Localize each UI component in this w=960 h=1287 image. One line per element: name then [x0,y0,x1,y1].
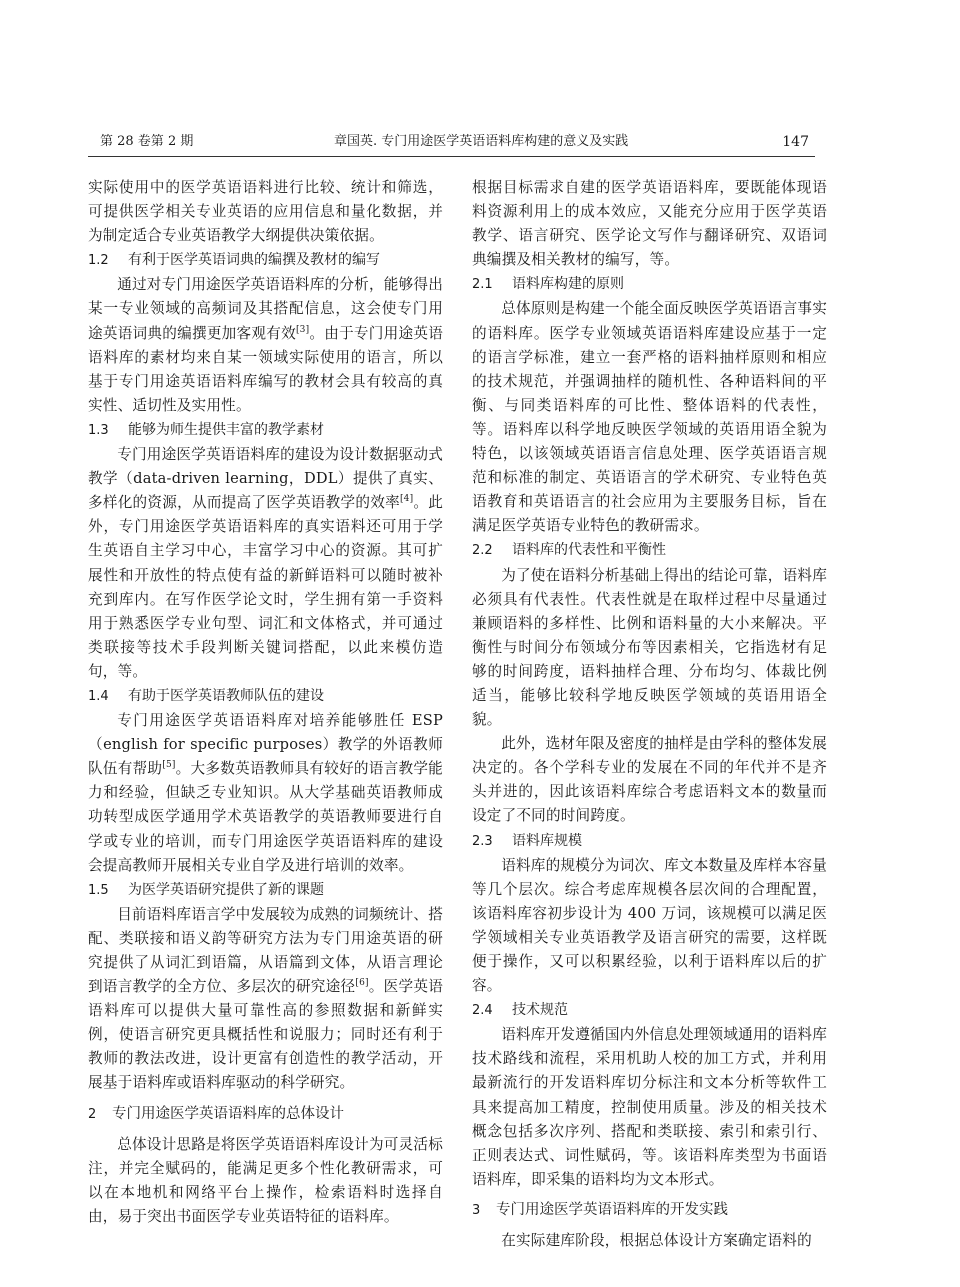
section-heading [88,878,443,903]
paragraph-text: 。大多数英语教师具有较好的语言教学能力和经验，但缺乏专业知识。从大学基础英语教师成功转型成医学通用学术英语教学的英语教师要进行自学或专业的培训，而专门用途医学英语语料库的建设会提高教师开展相关专业自学及进行培训的效率。 [88,760,443,874]
section-heading [88,418,443,443]
paragraph-text: 专门用途医学英语语料库的建设为设计数据驱动式教学（data-driven learning，DDL）提供了真实、多样化的资源，从而提高了医学英语教学的效率 [88,446,443,512]
page-header [88,132,815,157]
left-column [88,176,443,1229]
paragraph [88,709,443,878]
paragraph: 语料库的规模分为词次、库文本数量及库样本容量等几个层次。综合考虑库规模各层次间的合理配置，该语料库容初步设计为 400 万词，该规模可以满足医学领域相关专业英语教学及语言研究的需要，这样既便于操作，又可以积累经验，以利于语料库以后的扩容。 [472,856,827,995]
section-title: 语料库规模 [512,832,582,849]
section-number: 3 [472,1202,481,1218]
paragraph: 实际使用中的医学英语语料进行比较、统计和筛选，可提供医学相关专业英语的应用信息和量化数据，并为制定适合专业英语教学大纲提供决策依据。 [88,179,443,245]
paragraph-text: 。医学英语语料库可以提供大量可靠性高的参照数据和新鲜实例，使语言研究更具概括性和说服力；同时还有利于教师的教法改进，设计更富有创造性的教学活动，开展基于语料库或语料库驱动的科学研究。 [88,978,443,1092]
section-title: 语料库构建的原则 [512,276,624,293]
section-title: 专门用途医学英语语料库的总体设计 [112,1105,344,1122]
paragraph: 根据目标需求自建的医学英语语料库，要既能体现语料资源利用上的成本效应，又能充分应用于医学英语教学、语言研究、医学论文写作与翻译研究、双语词典编撰及相关教材的编写，等。 [472,179,827,269]
section-number: 2.4 [472,1003,493,1019]
section-heading [88,248,443,273]
paragraph-text: 。由于专门用途英语语料库的素材均来自某一领域实际使用的语言，所以基于专门用途英语语料库编写的教材会具有较高的真实性、适切性及实用性。 [88,324,443,414]
section-number: 1.4 [88,688,109,704]
section-title: 语料库的代表性和平衡性 [512,542,666,559]
citation: [6] [355,978,369,989]
citation: [3] [295,324,310,335]
paragraph: 语料库开发遵循国内外信息处理领域通用的语料库技术路线和流程，采用机助人校的加工方式，并利用最新流行的开发语料库切分标注和文本分析等软件工具来提高加工精度，控制使用质量。涉及的相关技术概念包括多次序列、搭配和类联接、索引和索引行、正则表达式、词性赋码，等。该语料库类型为书面语语料库，即采集的语料均为文本形式。 [472,1026,827,1188]
paragraph [88,903,443,1096]
paragraph-text: 。此外，专门用途医学英语语料库的真实语料还可用于学生英语自主学习中心，丰富学习中心的资源。其可扩展性和开放性的特点使有益的新鲜语料可以随时被补充到库内。在写作医学论文时，学生拥有第一手资料用于熟悉医学专业句型、词汇和文体格式，并可通过类联接等技术手段判断关键词搭配，以此来模仿造句，等。 [88,494,444,680]
section-heading [472,829,827,854]
page-number: 147 [782,134,809,150]
section-heading [472,538,827,563]
volume-issue: 第 28 卷第 2 期 [100,134,194,149]
section-heading [472,272,827,297]
section-title: 有助于医学英语教师队伍的建设 [128,687,324,704]
paragraph-text: 通过对专门用途医学英语语料库的分析，能够得出某一专业领域的高频词及其搭配信息，这会使专门用途英语词典的编撰更加客观有效 [88,276,443,342]
section-title: 为医学英语研究提供了新的课题 [128,881,324,898]
paragraph [88,273,443,418]
paragraph-text: 目前语料库语言学中发展较为成熟的词频统计、搭配、类联接和语义韵等研究方法为专门用途英语的研究提供了从词汇到语篇，从语篇到文体，从语言理论到语言教学的全方位、多层次的研究途径 [88,905,443,996]
paragraph-text: 专门用途医学英语语料库对培养能够胜任 ESP（english for specific purposes）教学的外语教师队伍有帮助 [88,712,443,778]
section-title: 专门用途医学英语语料库的开发实践 [496,1201,728,1218]
section-number: 1.5 [88,882,109,898]
section-title: 能够为师生提供丰富的教学素材 [128,421,324,438]
paragraph: 为了使在语料分析基础上得出的结论可靠，语料库必须具有代表性。代表性就是在取样过程中尽量通过兼顾语料的多样性、比例和语料量的大小来解决。平衡性与时间分布领域分布等因素相关，它指选材有足够的时间跨度，语料抽样合理、分布均匀、体裁比例适当，能够比较科学地反映医学领域的英语用语全貌。 [472,566,827,729]
paragraph [88,443,443,684]
section-number: 2.2 [472,543,493,559]
section-number: 2.3 [472,833,493,849]
running-title: 章国英. 专门用途医学英语语料库构建的意义及实践 [334,134,629,149]
section-number: 1.3 [88,422,109,438]
citation: [4] [399,494,414,505]
right-column [472,176,827,1253]
section-number: 2.1 [472,277,493,293]
section-heading [88,684,443,709]
citation: [5] [162,760,176,771]
chapter-heading [88,1096,443,1133]
section-title: 技术规范 [512,1002,568,1019]
section-heading [472,998,827,1023]
paragraph: 此外，选材年限及密度的抽样是由学科的整体发展决定的。各个学科专业的发展在不同的年代并不是齐头并进的，因此该语料库综合考虑语料文本的数量而设定了不同的时间跨度。 [472,735,827,825]
paragraph: 总体设计思路是将医学英语语料库设计为可灵活标注，并完全赋码的，能满足更多个性化教研需求，可以在本地机和网络平台上操作，检索语料时选择自由，易于突出书面医学专业英语特征的语料库。 [88,1135,443,1225]
section-number: 1.2 [88,253,109,269]
chapter-heading [472,1192,827,1229]
section-title: 有利于医学英语词典的编撰及教材的编写 [128,252,380,269]
paragraph: 总体原则是构建一个能全面反映医学英语语言事实的语料库。医学专业领域英语语料库建设应基于一定的语言学标准，建立一套严格的语料抽样原则和相应的技术规范，并强调抽样的随机性、各种语料间的平衡、与同类语料库的可比性、整体语料的代表性，等。语料库以科学地反映医学领域的英语用语全貌为特色，以该领域英语语言信息处理、医学英语语言规范和标准的制定、英语语言的学术研究、专业特色英语教育和英语语言的社会应用为主要服务目标，旨在满足医学英语专业特色的教研需求。 [472,300,827,535]
section-number: 2 [88,1106,97,1122]
paragraph: 在实际建库阶段，根据总体设计方案确定语料的 [501,1231,812,1249]
